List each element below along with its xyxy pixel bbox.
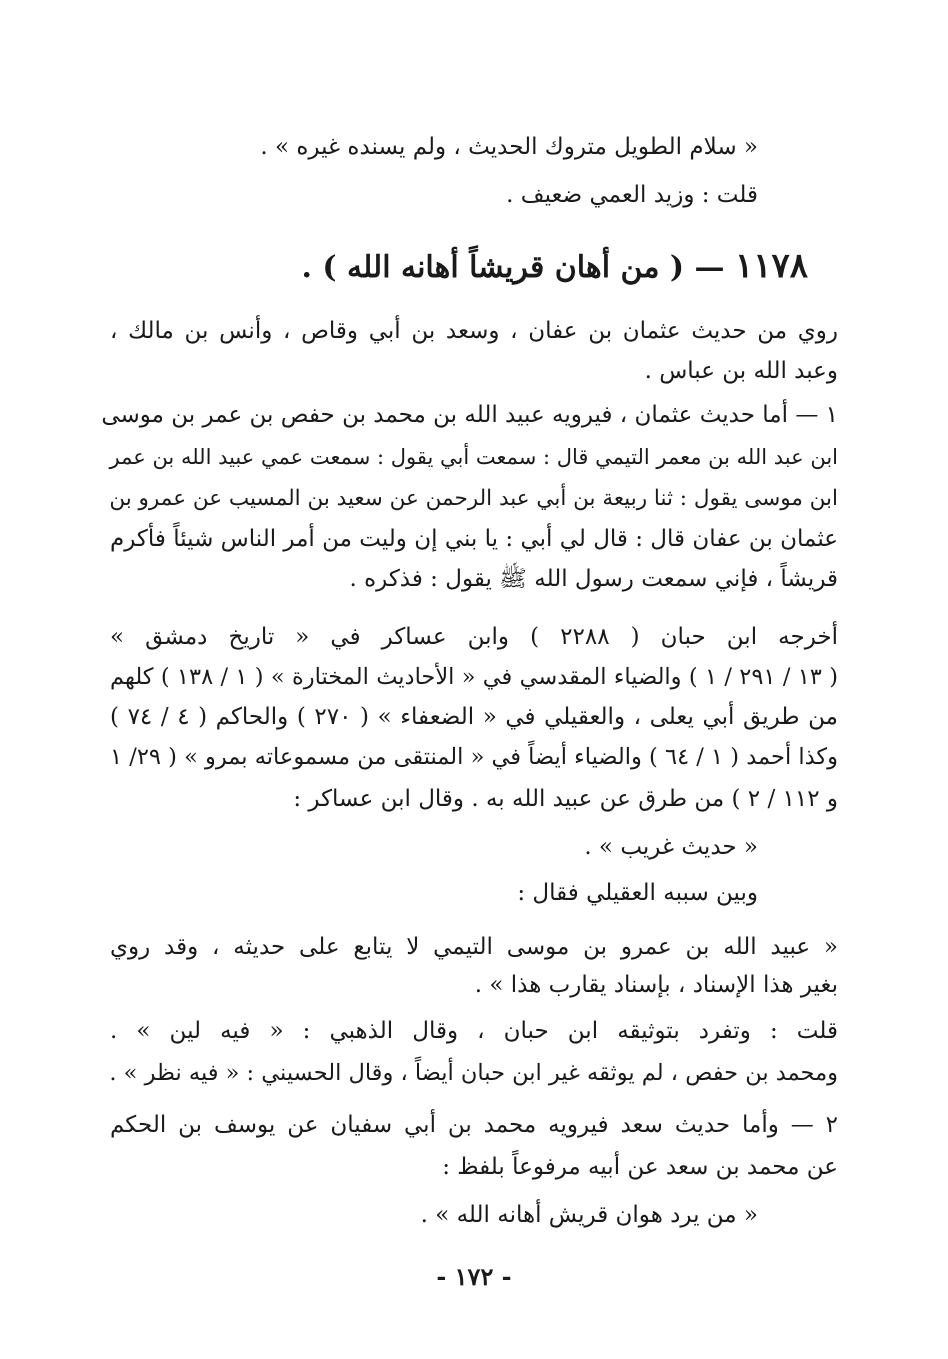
text-line: « سلام الطويل متروك الحديث ، ولم يسنده غيره » . bbox=[260, 134, 758, 160]
page-number: - ١٧٢ - bbox=[436, 1262, 512, 1291]
text-line: أخرجه ابن حبان ( ٢٢٨٨ ) وابن عساكر في « تاريخ دمشق » bbox=[110, 624, 839, 650]
text-line: « من يرد هوان قريش أهانه الله » . bbox=[420, 1202, 758, 1228]
text-line: بغير هذا الإسناد ، بإسناد يقارب هذا » . bbox=[474, 972, 838, 998]
text-line: ابن عبد الله بن معمر التيمي قال : سمعت أبي يقول : سمعت عمي عبيد الله بن عمر bbox=[109, 445, 838, 469]
hadith-number: ١١٧٨ bbox=[734, 246, 808, 286]
text-line: « عبيد الله بن عمرو بن موسى التيمي لا يتابع على حديثه ، وقد روي bbox=[110, 934, 838, 960]
text-line: من طريق أبي يعلى ، والعقيلي في « الضعفاء » ( ٢٧٠ ) والحاكم ( ٤ / ٧٤ ) bbox=[110, 704, 838, 730]
text-line: ابن موسى يقول : ثنا ربيعة بن أبي عبد الرحمن عن سعيد بن المسيب عن عمرو بن bbox=[109, 486, 838, 511]
text-line: ٢ — وأما حديث سعد فيرويه محمد بن أبي سفيان عن يوسف بن الحكم bbox=[110, 1112, 838, 1138]
text-line: قلت : وتفرد بتوثيقه ابن حبان ، وقال الذهبي : « فيه لين » . bbox=[110, 1018, 838, 1044]
text-line: ١ — أما حديث عثمان ، فيرويه عبيد الله بن محمد بن حفص بن عمر بن موسى bbox=[101, 402, 838, 428]
text-line: وكذا أحمد ( ١ / ٦٤ ) والضياء أيضاً في « المنتقى من مسموعاته بمرو » ( ٢٩/ ١ bbox=[110, 744, 838, 770]
text-line: ومحمد بن حفص ، لم يوثقه غير ابن حبان أيضاً ، وقال الحسيني : « فيه نظر » . bbox=[109, 1060, 838, 1086]
hadith-title: — ( من أهان قريشاً أهانه الله ) . bbox=[301, 250, 735, 285]
text-line: قلت : وزيد العمي ضعيف . bbox=[506, 182, 758, 208]
text-line: عن محمد بن سعد عن أبيه مرفوعاً بلفظ : bbox=[442, 1154, 838, 1180]
text-line: و ١١٢ / ٢ ) من طرق عن عبيد الله به . وقال ابن عساكر : bbox=[293, 786, 838, 812]
text-line: قريشاً ، فإني سمعت رسول الله ﷺ يقول : فذكره . bbox=[349, 566, 838, 592]
text-line: عثمان بن عفان قال : قال لي أبي : يا بني إن وليت من أمر الناس شيئاً فأكرم bbox=[110, 526, 838, 552]
text-line: روي من حديث عثمان بن عفان ، وسعد بن أبي وقاص ، وأنس بن مالك ، bbox=[110, 318, 838, 344]
text-line: وعبد الله بن عباس . bbox=[644, 358, 838, 384]
text-line: وبين سببه العقيلي فقال : bbox=[517, 880, 758, 906]
hadith-heading bbox=[302, 244, 808, 288]
text-line: « حديث غريب » . bbox=[584, 834, 758, 860]
text-line: ( ١٣ / ٢٩١ / ١ ) والضياء المقدسي في « الأحاديث المختارة » ( ١ / ١٣٨ ) كلهم bbox=[110, 664, 838, 690]
